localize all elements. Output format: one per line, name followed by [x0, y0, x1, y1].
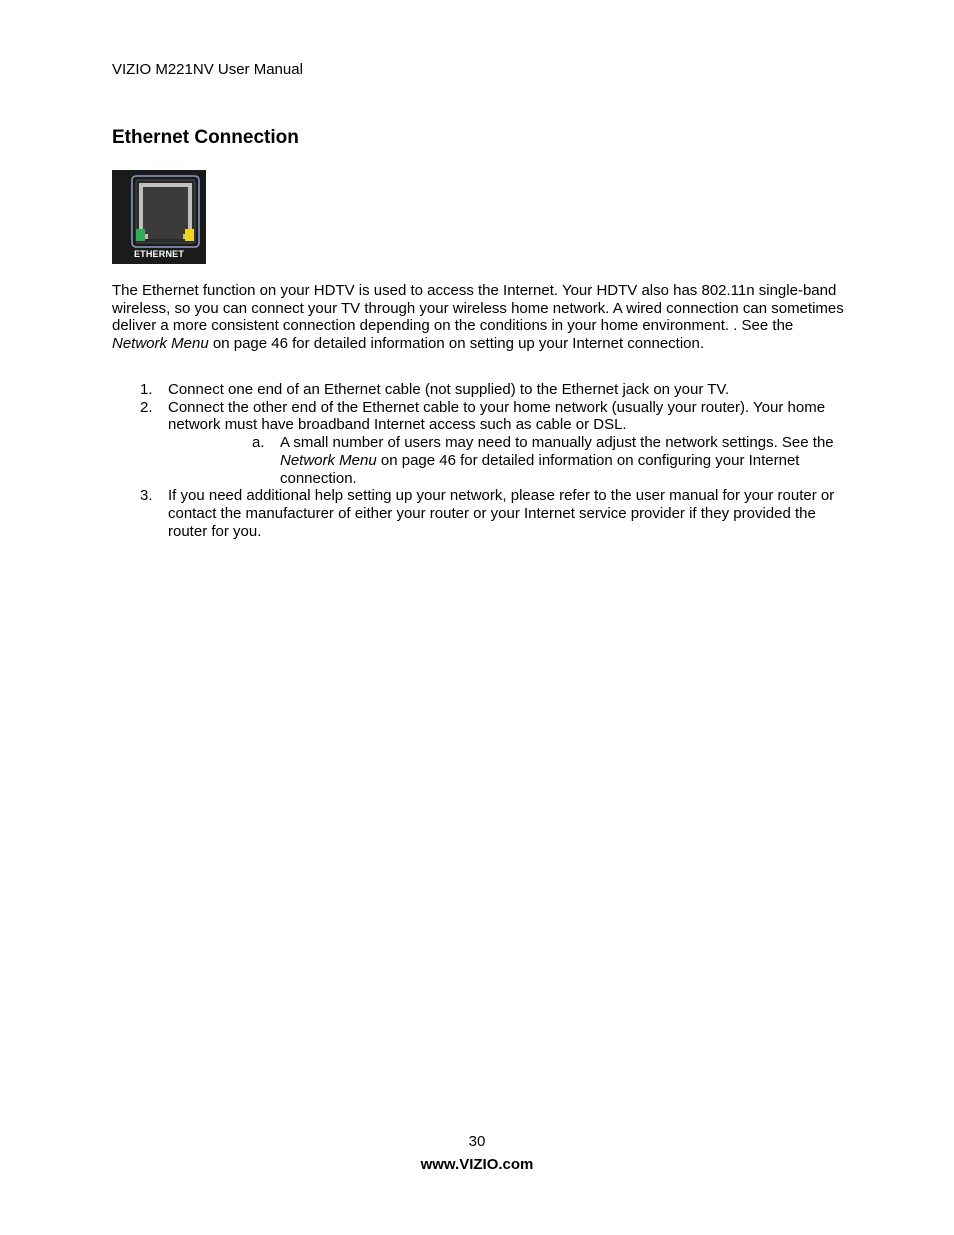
- list-item: [112, 381, 852, 399]
- intro-paragraph: [112, 282, 852, 353]
- step-text: Connect the other end of the Ethernet cable to your home network (usually your router). Your home network must have broadband Internet access such as cable or DSL.: [168, 398, 826, 434]
- step-text: If you need additional help setting up your network, please refer to the user manual for your router or contact the manufacturer of either your router or your Internet service provider if they provided the router for you.: [168, 487, 835, 540]
- network-menu-reference: Network Menu: [112, 335, 209, 353]
- intro-text-end: on page 46 for detailed information on setting up your Internet connection.: [208, 335, 705, 353]
- sub-step-letter: a.: [252, 434, 265, 452]
- step-text: Connect one end of an Ethernet cable (not supplied) to the Ethernet jack on your TV.: [168, 381, 730, 398]
- list-item: [112, 487, 852, 540]
- steps-list: [112, 381, 852, 540]
- step-number: 3.: [140, 487, 153, 505]
- running-header: VIZIO M221NV User Manual: [112, 61, 303, 78]
- ethernet-port-label: ETHERNET: [133, 249, 185, 259]
- ethernet-port-image: [112, 170, 206, 264]
- step-number: 2.: [140, 398, 153, 416]
- sub-list-item: [168, 434, 852, 487]
- network-menu-reference: Network Menu: [280, 451, 377, 469]
- sub-step-text-end: on page 46 for detailed information on configuring your Internet connection.: [280, 451, 800, 487]
- footer-url: www.VIZIO.com: [420, 1156, 534, 1173]
- sub-step-text: A small number of users may need to manually adjust the network settings. See the: [280, 434, 834, 452]
- page-number: 30: [468, 1133, 486, 1150]
- intro-text: The Ethernet function on your HDTV is used to access the Internet. Your HDTV also has 802.11n single-band wireless, so you can connect your TV through your wireless home network. A wired connection can sometimes deliver a more consistent connection depending on the conditions in your home environment. . See the: [112, 282, 844, 335]
- section-title: Ethernet Connection: [112, 127, 299, 148]
- step-number: 1.: [140, 381, 153, 398]
- list-item: [112, 399, 852, 434]
